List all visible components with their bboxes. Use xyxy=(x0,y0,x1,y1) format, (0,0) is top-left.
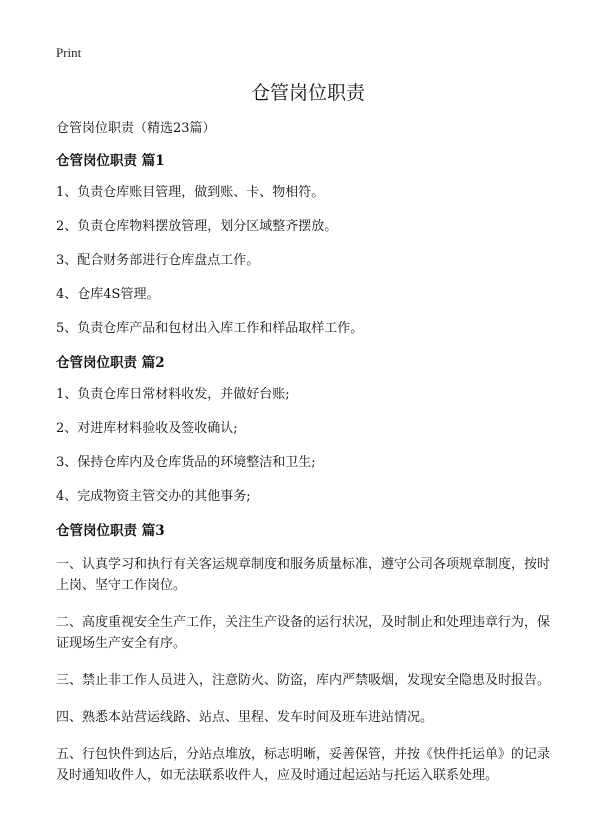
list-item: 四、熟悉本站营运线路、站点、里程、发车时间及班车进站情况。 xyxy=(56,710,434,725)
list-item: 4、完成物资主管交办的其他事务; xyxy=(56,489,251,504)
list-item: 五、行包快件到达后，分站点堆放，标志明晰，妥善保管，并按《快件托运单》的记录及时通知收件人，如无法联系收件人，应及时通过起运站与托运入联系处理。 xyxy=(56,747,551,783)
list-item: 1、负责仓库账目管理，做到账、卡、物相符。 xyxy=(56,185,325,200)
section-heading: 仓管岗位职责 篇1 xyxy=(56,153,165,169)
list-item: 一、认真学习和执行有关客运规章制度和服务质量标准，遵守公司各项规章制度，按时上岗、坚守工作岗位。 xyxy=(56,557,551,593)
section-3 xyxy=(56,522,560,786)
section-heading: 仓管岗位职责 篇3 xyxy=(56,523,165,539)
list-item: 二、高度重视安全生产工作，关注生产设备的运行状况，及时制止和处理违章行为，保证现场生产安全有序。 xyxy=(56,615,551,651)
list-item: 2、对进库材料验收及签收确认; xyxy=(56,421,238,436)
list-item: 1、负责仓库日常材料收发，并做好台账; xyxy=(56,387,290,402)
list-item: 三、禁止非工作人员进入，注意防火、防盗，库内严禁吸烟，发现安全隐患及时报告。 xyxy=(56,673,551,688)
section-heading: 仓管岗位职责 篇2 xyxy=(56,355,165,371)
document-subtitle: 仓管岗位职责（精选23篇） xyxy=(56,121,216,136)
list-item: 3、配合财务部进行仓库盘点工作。 xyxy=(56,253,260,268)
page-title: 仓管岗位职责 xyxy=(250,82,365,104)
list-item: 5、负责仓库产品和包材出入库工作和样品取样工作。 xyxy=(56,321,364,336)
list-item: 4、仓库4S管理。 xyxy=(56,287,160,302)
section-2 xyxy=(56,354,560,506)
list-item: 3、保持仓库内及仓库货品的环境整洁和卫生; xyxy=(56,455,316,470)
print-link[interactable]: Print xyxy=(56,45,82,60)
section-1 xyxy=(56,152,560,338)
list-item: 2、负责仓库物料摆放管理，划分区域整齐摆放。 xyxy=(56,219,338,234)
